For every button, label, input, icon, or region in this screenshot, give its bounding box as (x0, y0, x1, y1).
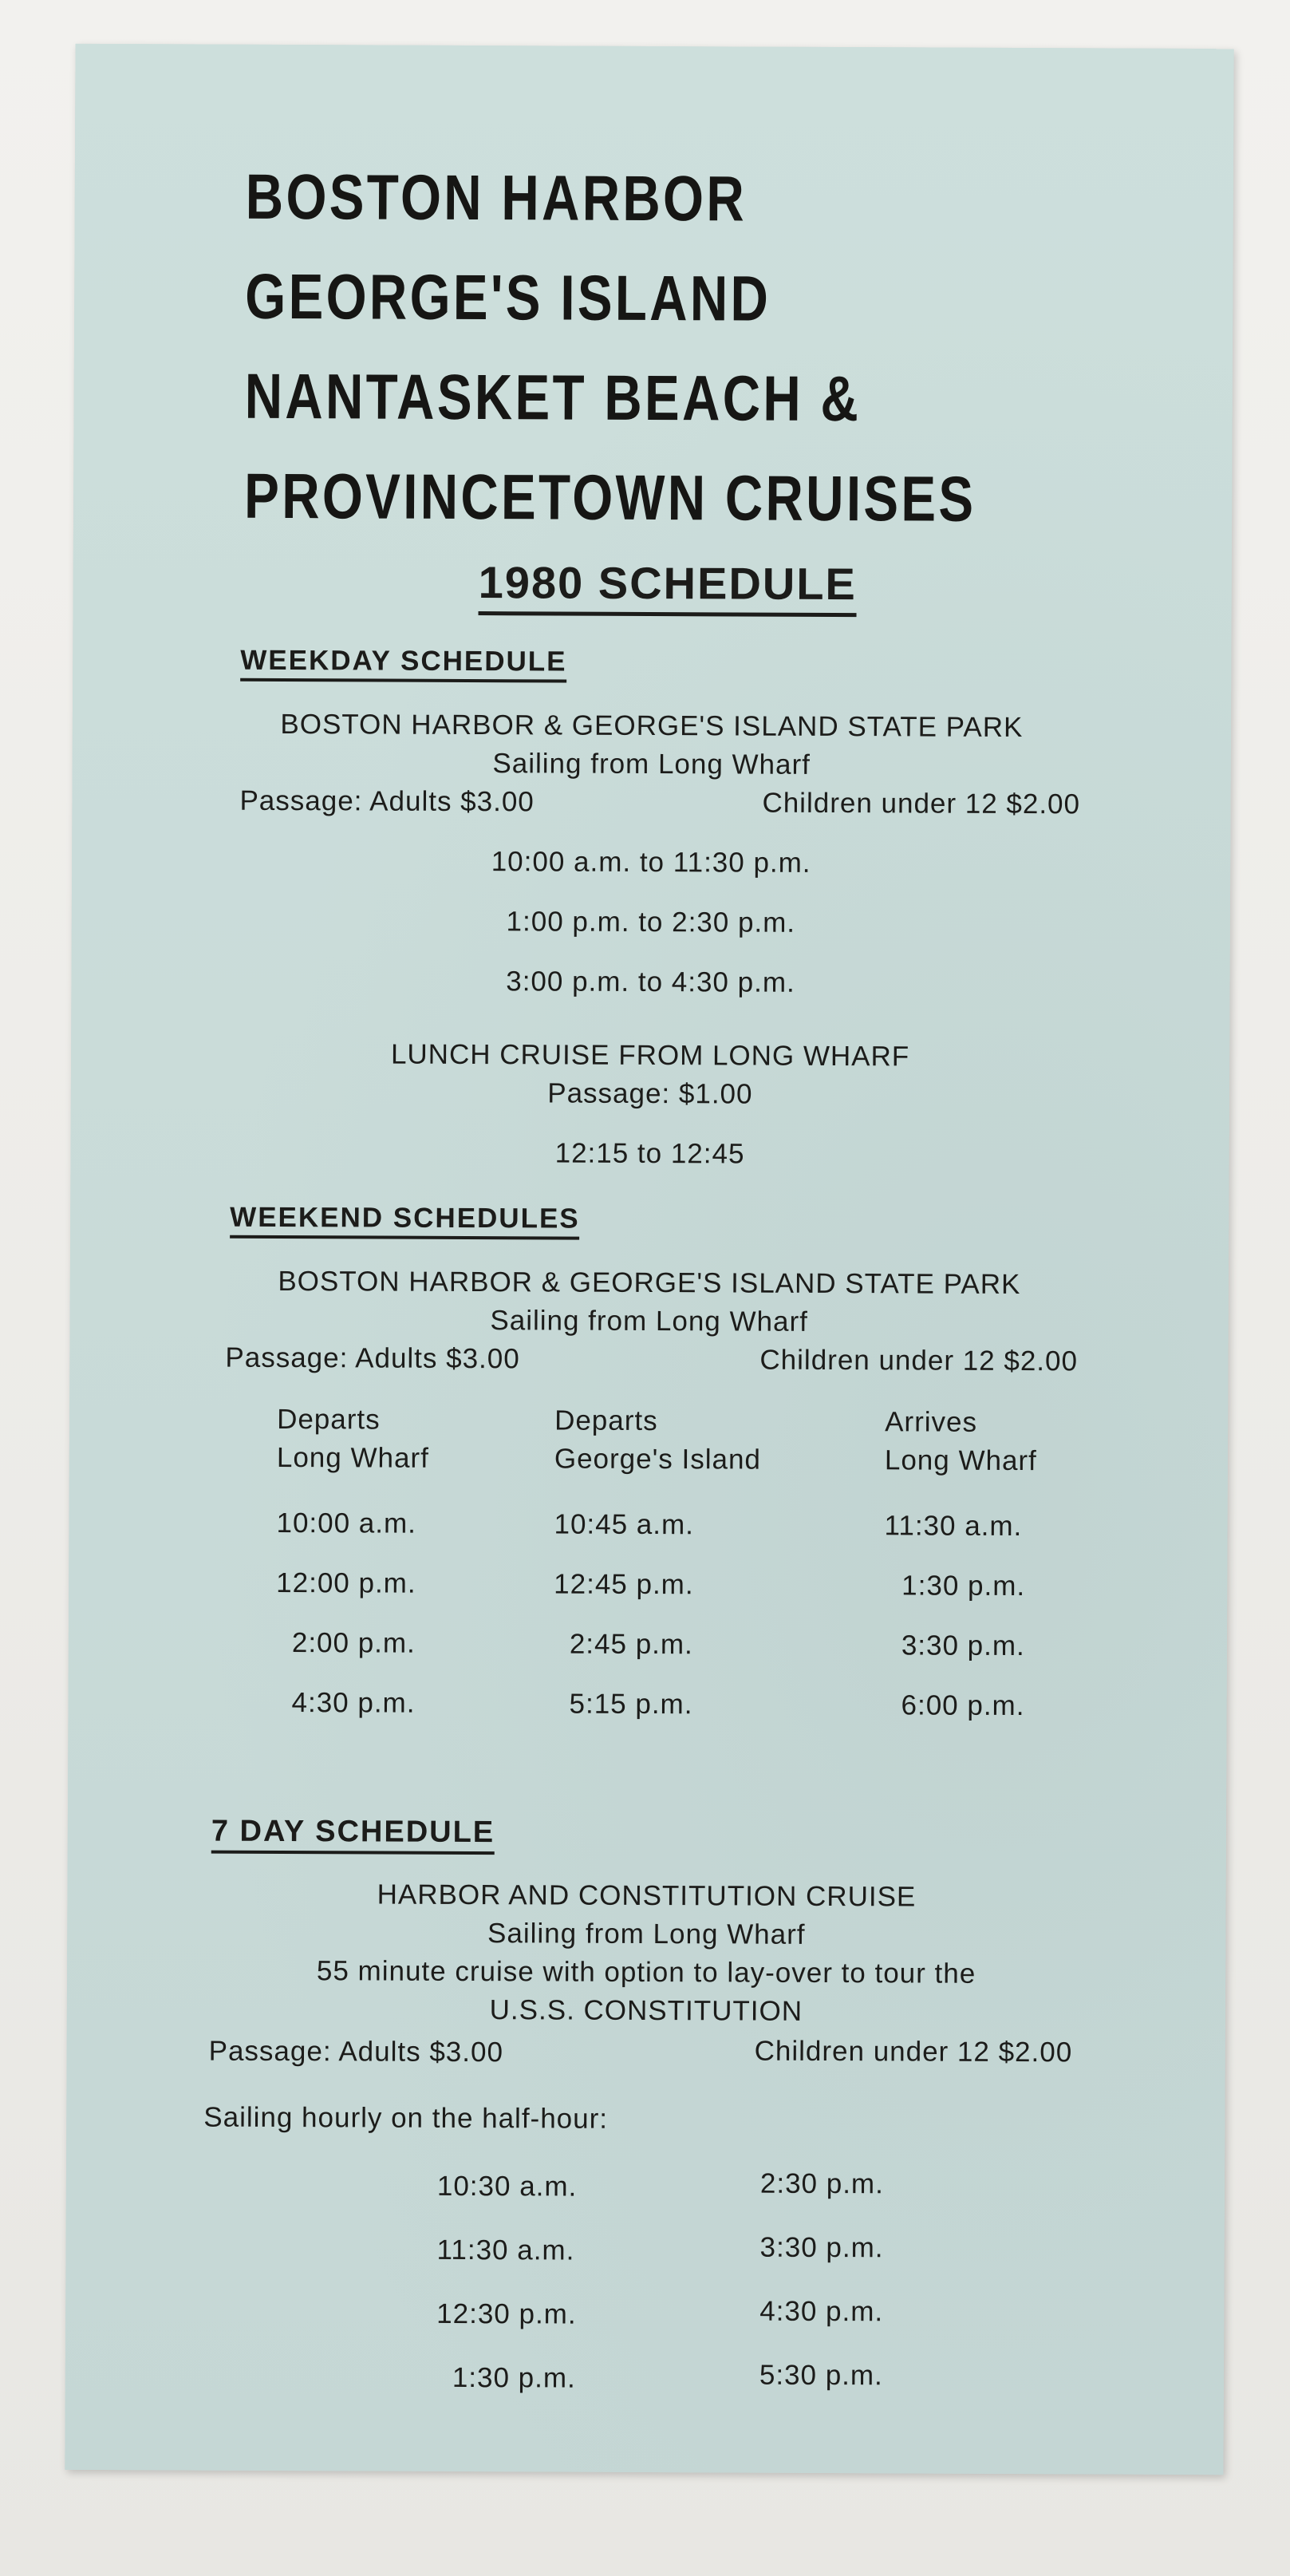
seven-day-passage-adults: Passage: Adults $3.00 (208, 2035, 504, 2068)
weekday-passage-adults: Passage: Adults $3.00 (239, 784, 535, 818)
weekend-cell: 10:00 a.m. (276, 1507, 417, 1539)
weekday-time: 10:00 a.m. to 11:30 p.m. (491, 846, 811, 879)
lunch-cruise-time: 12:15 to 12:45 (554, 1137, 745, 1170)
headline-line-4: PROVINCETOWN CRUISES (243, 460, 976, 535)
weekend-passage-adults: Passage: Adults $3.00 (225, 1341, 520, 1375)
weekend-column-header: Long Wharf (276, 1441, 429, 1474)
schedule-card (65, 44, 1233, 2475)
seven-day-heading: 7 DAY SCHEDULE (211, 1815, 495, 1855)
seven-day-sailing: Sailing from Long Wharf (487, 1918, 806, 1950)
weekend-column-header: Arrives (885, 1406, 978, 1438)
weekend-cell: 11:30 a.m. (884, 1510, 1023, 1543)
hourly-time: 5:30 p.m. (759, 2359, 883, 2392)
weekday-route: BOSTON HARBOR & GEORGE'S ISLAND STATE PARK (280, 708, 1024, 744)
weekday-sailing: Sailing from Long Wharf (492, 748, 811, 780)
weekend-cell: 10:45 a.m. (554, 1508, 695, 1541)
headline-line-3: NANTASKET BEACH & (244, 360, 862, 435)
weekend-column-header: Departs (277, 1403, 381, 1436)
weekend-cell: 6:00 p.m. (901, 1689, 1025, 1722)
hourly-time: 1:30 p.m. (452, 2361, 576, 2394)
weekend-heading: WEEKEND SCHEDULES (230, 1202, 580, 1240)
hourly-time: 2:30 p.m. (759, 2167, 884, 2200)
weekday-time: 1:00 p.m. to 2:30 p.m. (506, 906, 796, 938)
weekend-cell: 2:00 p.m. (291, 1627, 416, 1659)
weekend-cell: 4:30 p.m. (291, 1687, 416, 1719)
hourly-time: 4:30 p.m. (759, 2295, 884, 2328)
weekend-cell: 2:45 p.m. (569, 1628, 693, 1661)
seven-day-passage-children: Children under 12 $2.00 (754, 2035, 1073, 2068)
headline-line-1: BOSTON HARBOR (245, 160, 748, 235)
weekend-cell: 5:15 p.m. (569, 1688, 693, 1721)
weekday-heading: WEEKDAY SCHEDULE (240, 645, 566, 683)
weekend-column-header: George's Island (554, 1443, 762, 1476)
lunch-cruise-title: LUNCH CRUISE FROM LONG WHARF (390, 1038, 910, 1073)
schedule-title: 1980 SCHEDULE (479, 556, 857, 617)
weekend-column-header: Departs (554, 1405, 658, 1437)
seven-day-description: 55 minute cruise with option to lay-over to tour the (316, 1955, 976, 1989)
hourly-time: 3:30 p.m. (759, 2231, 884, 2264)
weekend-passage-children: Children under 12 $2.00 (759, 1344, 1079, 1377)
hourly-time: 11:30 a.m. (436, 2234, 575, 2266)
hourly-time: 12:30 p.m. (436, 2297, 577, 2330)
seven-day-description: U.S.S. CONSTITUTION (489, 1994, 803, 2027)
weekday-passage-children: Children under 12 $2.00 (762, 787, 1081, 820)
weekend-cell: 3:30 p.m. (901, 1630, 1025, 1662)
hourly-time: 10:30 a.m. (436, 2170, 578, 2203)
weekend-sailing: Sailing from Long Wharf (490, 1305, 808, 1337)
weekend-route: BOSTON HARBOR & GEORGE'S ISLAND STATE PARK (278, 1265, 1021, 1301)
weekend-column-header: Long Wharf (884, 1444, 1037, 1477)
weekend-cell: 12:45 p.m. (554, 1568, 694, 1601)
weekday-time: 3:00 p.m. to 4:30 p.m. (506, 966, 795, 998)
lunch-cruise-passage: Passage: $1.00 (547, 1077, 753, 1110)
weekend-cell: 12:00 p.m. (276, 1567, 416, 1599)
headline-line-2: GEORGE'S ISLAND (245, 260, 771, 334)
hourly-note: Sailing hourly on the half-hour: (203, 2101, 609, 2135)
weekend-cell: 1:30 p.m. (901, 1570, 1026, 1602)
seven-day-title: HARBOR AND CONSTITUTION CRUISE (377, 1879, 917, 1913)
